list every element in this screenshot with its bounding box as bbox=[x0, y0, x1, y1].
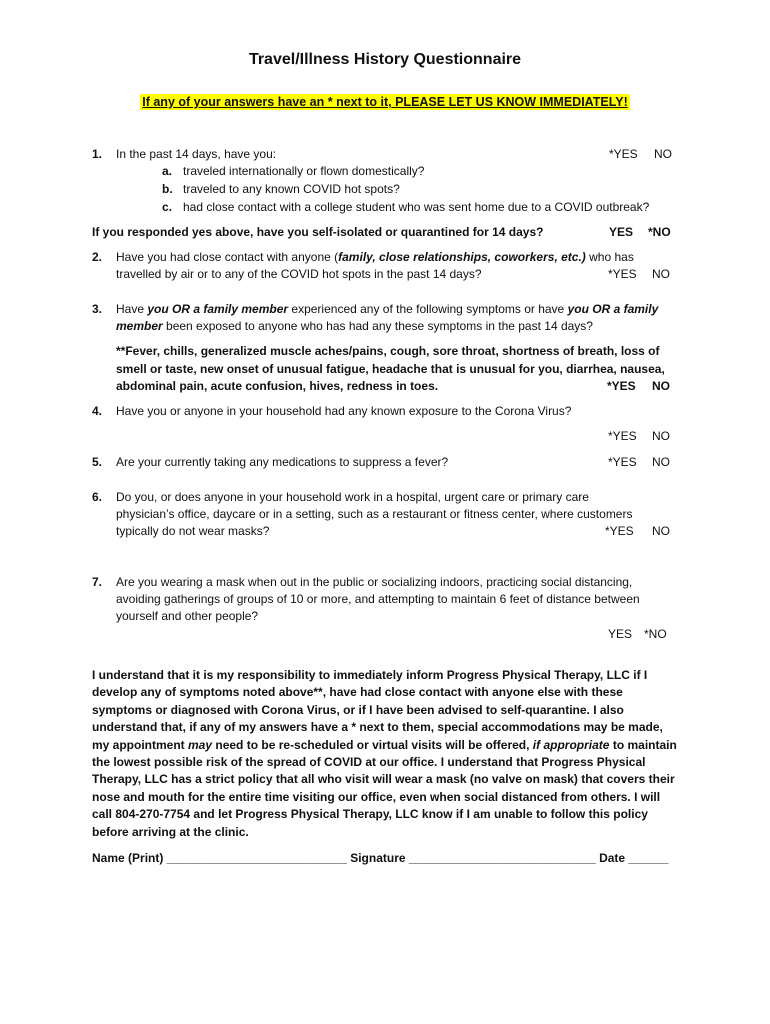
q2-line2: travelled by air or to any of the COVID hot spots in the past 14 days? bbox=[116, 267, 482, 281]
q1-yes[interactable]: *YES bbox=[609, 147, 638, 161]
responsibility-statement: I understand that it is my responsibility to immediately inform Progress Physical Therapy, LLC if I develop any of symptoms noted above**, have had close contact with anyone else with these symptoms or diagnosed with Corona Virus, or if I have been advised to self-quarantine. I also understand that, if any of my answers have a * next to them, special accommodations may be made, my appointment may need to be re-scheduled or virtual visits will be offered, if appropriate to maintain the lowest possible risk of the spread of COVID at our office. I understand that Progress Physical Therapy, LLC has a strict policy that all who visit will wear a mask (no valve on mask) that covers their nose and mouth for the entire time visiting our office, even when social distanced from others. I will call 804-270-7754 and let Progress Physical Therapy, LLC know if I am unable to follow this policy before arriving at the clinic. bbox=[92, 668, 677, 839]
q2-yes[interactable]: *YES bbox=[608, 267, 637, 281]
q6-yes[interactable]: *YES bbox=[605, 524, 634, 538]
page-title: Travel/Illness History Questionnaire bbox=[248, 51, 522, 68]
isolation-no[interactable]: *NO bbox=[648, 225, 671, 239]
q5-text: Are your currently taking any medications to suppress a fever? bbox=[116, 455, 449, 469]
q1-no[interactable]: NO bbox=[654, 147, 672, 161]
q1b-text: traveled to any known COVID hot spots? bbox=[183, 182, 400, 196]
q7-no[interactable]: *NO bbox=[644, 627, 667, 641]
q3-number: 3. bbox=[92, 302, 103, 316]
q7-yes[interactable]: YES bbox=[608, 627, 633, 641]
q3-symptoms-line3: abdominal pain, acute confusion, hives, redness in toes. bbox=[116, 379, 439, 393]
q1c-label: c. bbox=[162, 200, 173, 214]
q5-yes[interactable]: *YES bbox=[608, 455, 637, 469]
q1-text: In the past 14 days, have you: bbox=[116, 147, 277, 161]
q6-line3: typically do not wear masks? bbox=[116, 524, 270, 538]
q7-number: 7. bbox=[92, 575, 103, 589]
warning-banner bbox=[0, 95, 770, 109]
q6-line2: physician’s office, daycare or in a setting, such as a restaurant or fitness center, where customers bbox=[116, 507, 633, 521]
signature-line[interactable]: Name (Print) ___________________________ Signature ____________________________ Date ______ bbox=[92, 851, 669, 865]
q6-line1: Do you, or does anyone in your household work in a hospital, urgent care or primary care bbox=[116, 490, 589, 504]
warning-text: If any of your answers have an * next to it, PLEASE LET US KNOW IMMEDIATELY! bbox=[142, 95, 628, 109]
q6-no[interactable]: NO bbox=[652, 524, 670, 538]
q1b-label: b. bbox=[162, 182, 173, 196]
q3-no[interactable]: NO bbox=[652, 379, 670, 393]
q3-line2: member been exposed to anyone who has had any these symptoms in the past 14 days? bbox=[116, 319, 593, 333]
q3-symptoms-line2: smell or taste, new onset of unusual fatigue, headache that is unusual for you, diarrhea, nausea, bbox=[116, 362, 665, 376]
q2-line1: Have you had close contact with anyone (family, close relationships, coworkers, etc.) who has bbox=[116, 250, 634, 264]
q5-no[interactable]: NO bbox=[652, 455, 670, 469]
q3-symptoms-line1: **Fever, chills, generalized muscle aches/pains, cough, sore throat, shortness of breath, loss of bbox=[116, 344, 660, 358]
q5-number: 5. bbox=[92, 455, 103, 469]
q4-yes[interactable]: *YES bbox=[608, 429, 637, 443]
q3-line1: Have you OR a family member experienced any of the following symptoms or have you OR a family bbox=[116, 302, 659, 316]
q2-number: 2. bbox=[92, 250, 103, 264]
q4-no[interactable]: NO bbox=[652, 429, 670, 443]
q1c-text: had close contact with a college student who was sent home due to a COVID outbreak? bbox=[183, 200, 650, 214]
q1-number: 1. bbox=[92, 147, 103, 161]
isolation-yes[interactable]: YES bbox=[609, 225, 634, 239]
q6-number: 6. bbox=[92, 490, 103, 504]
q4-text: Have you or anyone in your household had any known exposure to the Corona Virus? bbox=[116, 404, 572, 418]
q1a-label: a. bbox=[162, 164, 173, 178]
q4-number: 4. bbox=[92, 404, 103, 418]
isolation-question: If you responded yes above, have you self-isolated or quarantined for 14 days? bbox=[92, 225, 544, 239]
q7-line3: yourself and other people? bbox=[116, 609, 259, 623]
q1a-text: traveled internationally or flown domestically? bbox=[183, 164, 425, 178]
q2-no[interactable]: NO bbox=[652, 267, 670, 281]
q7-line2: avoiding gatherings of groups of 10 or more, and attempting to maintain 6 feet of distance between bbox=[116, 592, 640, 606]
q7-line1: Are you wearing a mask when out in the public or socializing indoors, practicing social distancing, bbox=[116, 575, 633, 589]
q3-yes[interactable]: *YES bbox=[607, 379, 636, 393]
